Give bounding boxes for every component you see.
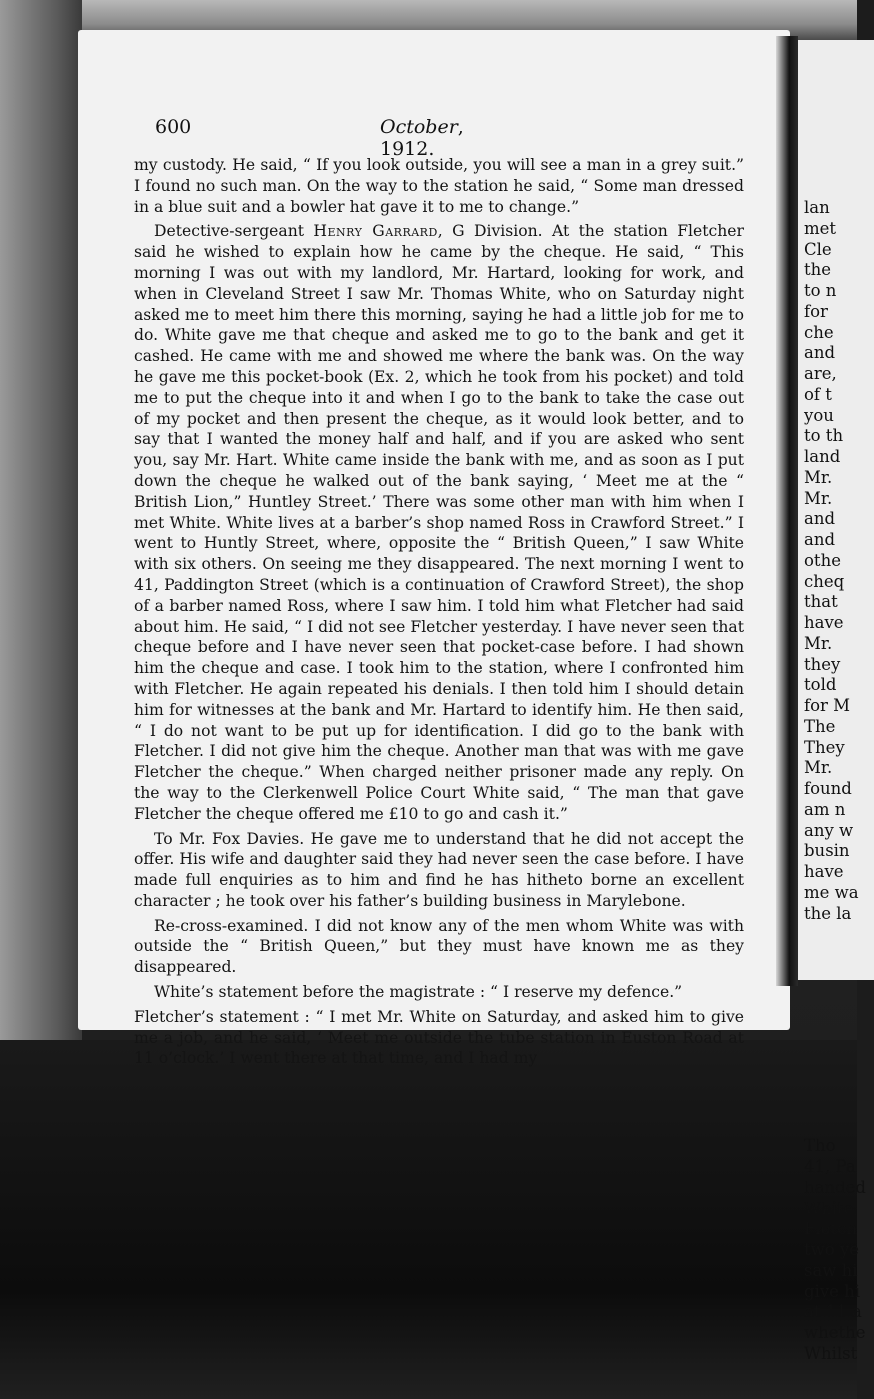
facing-line-top-13: land [804, 447, 841, 466]
facing-line-top-21: have [804, 613, 844, 632]
paragraph-4: Re-cross-examined. I did not know any of the men whom White was with outside the “ British Queen,” but they must have known me as they disappeared. [134, 916, 744, 977]
facing-line-top-10: of t [804, 384, 832, 404]
facing-line-top-9: are, [804, 364, 837, 383]
facing-line-top-1: lan [804, 198, 830, 217]
facing-line-top-31: any w [804, 820, 854, 840]
facing-line-bottom-2: 41, Pa [804, 1157, 856, 1176]
facing-line-bottom-8: give hi [804, 1281, 861, 1301]
facing-gap [804, 924, 866, 1136]
facing-line-top-24: told [804, 675, 837, 695]
facing-line-top-4: the [804, 260, 832, 280]
facing-line-bottom-1: Tho [804, 1136, 836, 1156]
facing-line-top-19: cheq [804, 571, 845, 591]
facing-line-top-28: Mr. [804, 758, 833, 778]
bottom-dark-area [0, 1040, 857, 1399]
facing-page-fragment [794, 40, 874, 1363]
paragraph-2-prefix: Detective-sergeant [154, 222, 314, 241]
facing-line-bottom-7: saw hi [804, 1260, 858, 1280]
facing-line-bottom-10: whethe [804, 1323, 866, 1342]
facing-line-top-25: for M [804, 696, 851, 715]
facing-line-top-22: Mr. [804, 633, 833, 653]
facing-line-top-29: found [804, 779, 852, 798]
facing-line-top-33: have [804, 862, 844, 881]
book-gutter [776, 36, 798, 986]
header-date [380, 116, 515, 160]
paragraph-3: To Mr. Fox Davies. He gave me to understand that he did not accept the offer. His wife and daughter said they had never seen the case before. I have made full enquiries as to him and find he has hitheto borne an excellent character ; he took over his father’s building business in Marylebone. [134, 829, 744, 910]
facing-line-top-11: you [804, 405, 834, 425]
running-header [155, 116, 515, 160]
paragraph-1: my custody. He said, “ If you look outside, you will see a man in a grey suit.” I found no such man. On the way to the station he said, “ Some man dressed in a blue suit and a bowler hat gave it to me to change.” [134, 156, 744, 216]
facing-line-top-14: Mr. [804, 467, 833, 487]
witness-name: Henry Garrard [313, 222, 438, 241]
page-number: 600 [155, 116, 192, 138]
facing-line-bottom-4: White, [804, 1198, 859, 1218]
facing-line-top-12: to th [804, 426, 844, 446]
facing-line-top-18: othe [804, 550, 841, 570]
facing-line-top-5: to n [804, 281, 837, 300]
facing-line-bottom-3: handed [804, 1177, 866, 1197]
header-month: October [380, 116, 458, 138]
facing-line-bottom-9: at 11 a [804, 1302, 862, 1322]
facing-line-top-34: me wa [804, 882, 859, 902]
facing-page-text [804, 198, 866, 1365]
paragraph-6: Fletcher’s statement : “ I met Mr. White on Saturday, and asked him to give me a job, and he said, ‘ Meet me outside the tube station in Euston Road at 11 o’clock.’ I went there at that time, and I had my [134, 1007, 744, 1068]
paragraph-2 [134, 221, 744, 824]
paragraph-2-rest: , G Division. At the station Fletcher said he wished to explain how he came by the cheque. He said, “ This morning I was out with my landlord, Mr. Hartard, looking for work, and when in Cleveland Street I saw Mr. Thomas White, who on Saturday night asked me to meet him there this morning, saying he had a little job for me to do. White gave me that cheque and asked me to go to the bank and get it cashed. He came with me and showed me where the bank was. On the way he gave me this pocket-book (Ex. 2, which he took from his pocket) and told me to put the cheque into it and when I go to the bank to take the case out of my pocket and then present the cheque, as it would look better, and to say that I wanted the money half and half, and if you are asked who sent you, say Mr. Hart. White came inside the bank with me, and as soon as I put down the cheque he walked out of the bank saying, ‘ Meet me at the “ British Lion,” Huntley Street.’ There was some other man with him when I met White. White lives at a barber’s shop named Ross in Crawford Street.” I went to Huntly Street, where, opposite the “ British Queen,” I saw White with six others. On seeing me they disappeared. The next morning I went to 41, Paddington Street (which is a continuation of Crawford Street), the shop of a barber named Ross, where I saw him. I told him what Fletcher had said about him. He said, “ I did not see Fletcher yesterday. I have never seen that cheque before and I have never seen that pocket-case before. I had shown him the cheque and case. I took him to the station, where I confronted him with Fletcher. He again repeated his denials. I then told him I should detain him for witnesses at the bank and Mr. Hartard to identify him. He then said, “ I do not want to be put up for identification. I did go to the bank with Fletcher. I did not give him the cheque. Another man that was with me gave Fletcher the cheque.” When charged neither prisoner made any reply. On the way to the Clerkenwell Police Court White said, “ The man that gave Fletcher the cheque offered me £10 to go and cash it.” [134, 222, 744, 823]
facing-line-bottom-5: Fletch [804, 1219, 857, 1239]
facing-line-top-20: that [804, 592, 838, 612]
facing-line-top-32: busin [804, 841, 850, 861]
facing-line-top-35: the la [804, 903, 852, 923]
header-year: , 1912. [380, 116, 464, 160]
facing-line-top-26: The [804, 716, 836, 736]
facing-line-top-17: and [804, 530, 836, 549]
facing-line-top-8: and [804, 343, 836, 363]
facing-line-top-27: They [804, 737, 845, 757]
page-body-text [134, 155, 744, 1073]
facing-line-bottom-11: Whilst [804, 1343, 858, 1363]
facing-line-top-7: che [804, 322, 834, 342]
paragraph-5: White’s statement before the magistrate : “ I reserve my defence.” [154, 983, 683, 1002]
facing-line-top-30: am n [804, 799, 846, 819]
facing-line-top-16: and [804, 509, 836, 529]
facing-line-top-2: met [804, 218, 837, 238]
facing-line-top-3: Cle [804, 239, 832, 259]
facing-line-top-23: they [804, 654, 841, 674]
facing-line-top-15: Mr. [804, 488, 833, 508]
facing-line-bottom-6: two ye [804, 1240, 860, 1259]
facing-line-top-6: for [804, 301, 828, 321]
